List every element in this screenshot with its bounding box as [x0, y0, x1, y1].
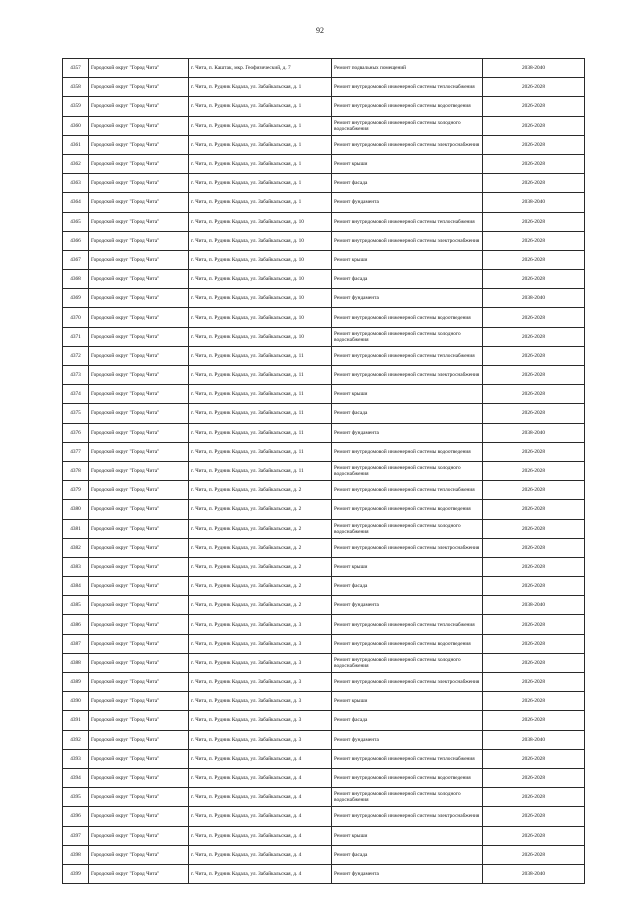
period-cell: 2026-2028: [483, 442, 585, 461]
period-cell: 2026-2028: [483, 653, 585, 672]
row-number-cell: 4388: [63, 653, 89, 672]
row-number-cell: 4366: [63, 231, 89, 250]
table-row: [63, 864, 585, 883]
period-cell: 2026-2028: [483, 577, 585, 596]
work-type-cell: Ремонт крыши: [332, 826, 483, 845]
district-cell: Городской округ "Город Чита": [89, 826, 189, 845]
row-number-cell: 4373: [63, 366, 89, 385]
table-row: [63, 653, 585, 672]
work-type-cell: Ремонт фасада: [332, 174, 483, 193]
district-cell: Городской округ "Город Чита": [89, 385, 189, 404]
period-cell: 2026-2028: [483, 749, 585, 768]
work-type-cell: Ремонт фасада: [332, 577, 483, 596]
district-cell: Городской округ "Город Чита": [89, 135, 189, 154]
address-cell: г. Чита, п. Рудник Кадала, ул. Забайкальская, д. 3: [189, 615, 332, 634]
row-number-cell: 4391: [63, 711, 89, 730]
address-cell: г. Чита, п. Рудник Кадала, ул. Забайкальская, д. 3: [189, 692, 332, 711]
district-cell: Городской округ "Город Чита": [89, 116, 189, 135]
table-row: [63, 385, 585, 404]
address-cell: г. Чита, п. Рудник Кадала, ул. Забайкальская, д. 11: [189, 346, 332, 365]
district-cell: Городской округ "Город Чита": [89, 692, 189, 711]
work-type-cell: Ремонт внутридомовой инженерной системы теплоснабжения: [332, 78, 483, 97]
row-number-cell: 4399: [63, 864, 89, 883]
work-type-cell: Ремонт фундамента: [332, 193, 483, 212]
period-cell: 2026-2028: [483, 154, 585, 173]
row-number-cell: 4364: [63, 193, 89, 212]
row-number-cell: 4389: [63, 673, 89, 692]
work-type-cell: Ремонт внутридомовой инженерной системы электроснабжения: [332, 366, 483, 385]
period-cell: 2026-2028: [483, 500, 585, 519]
table-row: [63, 673, 585, 692]
address-cell: г. Чита, п. Рудник Кадала, ул. Забайкальская, д. 2: [189, 519, 332, 538]
row-number-cell: 4380: [63, 500, 89, 519]
table-row: [63, 116, 585, 135]
row-number-cell: 4387: [63, 634, 89, 653]
period-cell: 2026-2028: [483, 845, 585, 864]
table-row: [63, 577, 585, 596]
table-row: [63, 250, 585, 269]
district-cell: Городской округ "Город Чита": [89, 768, 189, 787]
period-cell: 2026-2028: [483, 327, 585, 346]
table-row: [63, 327, 585, 346]
address-cell: г. Чита, п. Рудник Кадала, ул. Забайкальская, д. 1: [189, 97, 332, 116]
table-row: [63, 308, 585, 327]
address-cell: г. Чита, п. Рудник Кадала, ул. Забайкальская, д. 11: [189, 366, 332, 385]
address-cell: г. Чита, п. Рудник Кадала, ул. Забайкальская, д. 2: [189, 557, 332, 576]
table-row: [63, 692, 585, 711]
row-number-cell: 4398: [63, 845, 89, 864]
district-cell: Городской округ "Город Чита": [89, 250, 189, 269]
table-row: [63, 615, 585, 634]
table-row: [63, 711, 585, 730]
work-type-cell: Ремонт внутридомовой инженерной системы теплоснабжения: [332, 615, 483, 634]
work-type-cell: Ремонт внутридомовой инженерной системы холодного водоснабжения: [332, 788, 483, 807]
district-cell: Городской округ "Город Чита": [89, 807, 189, 826]
address-cell: г. Чита, п. Рудник Кадала, ул. Забайкальская, д. 1: [189, 116, 332, 135]
period-cell: 2026-2028: [483, 826, 585, 845]
work-type-cell: Ремонт фасада: [332, 845, 483, 864]
work-type-cell: Ремонт подвальных помещений: [332, 59, 483, 78]
table-row: [63, 174, 585, 193]
address-cell: г. Чита, п. Рудник Кадала, ул. Забайкальская, д. 2: [189, 577, 332, 596]
page-number: 92: [316, 26, 324, 35]
table-row: [63, 423, 585, 442]
work-type-cell: Ремонт внутридомовой инженерной системы водоотведения: [332, 634, 483, 653]
work-type-cell: Ремонт внутридомовой инженерной системы теплоснабжения: [332, 749, 483, 768]
row-number-cell: 4385: [63, 596, 89, 615]
address-cell: г. Чита, п. Рудник Кадала, ул. Забайкальская, д. 1: [189, 174, 332, 193]
period-cell: 2026-2028: [483, 557, 585, 576]
row-number-cell: 4381: [63, 519, 89, 538]
district-cell: Городской округ "Город Чита": [89, 711, 189, 730]
period-cell: 2038-2040: [483, 730, 585, 749]
row-number-cell: 4378: [63, 461, 89, 480]
address-cell: г. Чита, п. Рудник Кадала, ул. Забайкальская, д. 2: [189, 596, 332, 615]
district-cell: Городской округ "Город Чита": [89, 557, 189, 576]
district-cell: Городской округ "Город Чита": [89, 461, 189, 480]
district-cell: Городской округ "Город Чита": [89, 231, 189, 250]
period-cell: 2026-2028: [483, 385, 585, 404]
address-cell: г. Чита, п. Рудник Кадала, ул. Забайкальская, д. 3: [189, 711, 332, 730]
table-row: [63, 788, 585, 807]
row-number-cell: 4374: [63, 385, 89, 404]
table-row: [63, 500, 585, 519]
work-type-cell: Ремонт внутридомовой инженерной системы электроснабжения: [332, 538, 483, 557]
table-row: [63, 538, 585, 557]
table-row: [63, 845, 585, 864]
period-cell: 2026-2028: [483, 404, 585, 423]
work-type-cell: Ремонт внутридомовой инженерной системы холодного водоснабжения: [332, 461, 483, 480]
work-type-cell: Ремонт внутридомовой инженерной системы водоотведения: [332, 500, 483, 519]
address-cell: г. Чита, п. Рудник Кадала, ул. Забайкальская, д. 10: [189, 289, 332, 308]
period-cell: 2026-2028: [483, 673, 585, 692]
period-cell: 2026-2028: [483, 692, 585, 711]
table-row: [63, 346, 585, 365]
row-number-cell: 4377: [63, 442, 89, 461]
row-number-cell: 4357: [63, 59, 89, 78]
period-cell: 2038-2040: [483, 59, 585, 78]
district-cell: Городской округ "Город Чита": [89, 346, 189, 365]
address-cell: г. Чита, п. Рудник Кадала, ул. Забайкальская, д. 4: [189, 826, 332, 845]
period-cell: 2026-2028: [483, 481, 585, 500]
address-cell: г. Чита, п. Рудник Кадала, ул. Забайкальская, д. 1: [189, 154, 332, 173]
table-row: [63, 442, 585, 461]
table-row: [63, 212, 585, 231]
row-number-cell: 4396: [63, 807, 89, 826]
work-type-cell: Ремонт внутридомовой инженерной системы водоотведения: [332, 97, 483, 116]
row-number-cell: 4360: [63, 116, 89, 135]
work-type-cell: Ремонт фасада: [332, 711, 483, 730]
district-cell: Городской округ "Город Чита": [89, 788, 189, 807]
address-cell: г. Чита, п. Рудник Кадала, ул. Забайкальская, д. 4: [189, 749, 332, 768]
period-cell: 2026-2028: [483, 634, 585, 653]
address-cell: г. Чита, п. Рудник Кадала, ул. Забайкальская, д. 1: [189, 78, 332, 97]
address-cell: г. Чита, п. Рудник Кадала, ул. Забайкальская, д. 11: [189, 385, 332, 404]
row-number-cell: 4394: [63, 768, 89, 787]
address-cell: г. Чита, п. Рудник Кадала, ул. Забайкальская, д. 2: [189, 538, 332, 557]
row-number-cell: 4383: [63, 557, 89, 576]
period-cell: 2026-2028: [483, 519, 585, 538]
address-cell: г. Чита, п. Рудник Кадала, ул. Забайкальская, д. 2: [189, 481, 332, 500]
period-cell: 2026-2028: [483, 615, 585, 634]
table-row: [63, 461, 585, 480]
period-cell: 2026-2028: [483, 270, 585, 289]
address-cell: г. Чита, п. Рудник Кадала, ул. Забайкальская, д. 4: [189, 768, 332, 787]
row-number-cell: 4370: [63, 308, 89, 327]
district-cell: Городской округ "Город Чита": [89, 327, 189, 346]
district-cell: Городской округ "Город Чита": [89, 366, 189, 385]
period-cell: 2026-2028: [483, 768, 585, 787]
work-type-cell: Ремонт внутридомовой инженерной системы электроснабжения: [332, 673, 483, 692]
work-type-cell: Ремонт фундамента: [332, 423, 483, 442]
row-number-cell: 4367: [63, 250, 89, 269]
period-cell: 2026-2028: [483, 807, 585, 826]
table-row: [63, 193, 585, 212]
work-type-cell: Ремонт фундамента: [332, 289, 483, 308]
address-cell: г. Чита, п. Рудник Кадала, ул. Забайкальская, д. 1: [189, 135, 332, 154]
row-number-cell: 4371: [63, 327, 89, 346]
address-cell: г. Чита, п. Рудник Кадала, ул. Забайкальская, д. 10: [189, 308, 332, 327]
address-cell: г. Чита, п. Рудник Кадала, ул. Забайкальская, д. 4: [189, 788, 332, 807]
table-body: [63, 59, 585, 884]
row-number-cell: 4361: [63, 135, 89, 154]
address-cell: г. Чита, п. Рудник Кадала, ул. Забайкальская, д. 3: [189, 634, 332, 653]
period-cell: 2038-2040: [483, 596, 585, 615]
address-cell: г. Чита, п. Рудник Кадала, ул. Забайкальская, д. 11: [189, 423, 332, 442]
period-cell: 2038-2040: [483, 289, 585, 308]
work-type-cell: Ремонт внутридомовой инженерной системы теплоснабжения: [332, 481, 483, 500]
address-cell: г. Чита, п. Рудник Кадала, ул. Забайкальская, д. 4: [189, 864, 332, 883]
work-type-cell: Ремонт внутридомовой инженерной системы холодного водоснабжения: [332, 327, 483, 346]
period-cell: 2026-2028: [483, 174, 585, 193]
table-row: [63, 270, 585, 289]
period-cell: 2026-2028: [483, 366, 585, 385]
district-cell: Городской округ "Город Чита": [89, 78, 189, 97]
row-number-cell: 4379: [63, 481, 89, 500]
row-number-cell: 4363: [63, 174, 89, 193]
work-type-cell: Ремонт внутридомовой инженерной системы теплоснабжения: [332, 346, 483, 365]
district-cell: Городской округ "Город Чита": [89, 500, 189, 519]
table-row: [63, 59, 585, 78]
table-row: [63, 404, 585, 423]
row-number-cell: 4390: [63, 692, 89, 711]
period-cell: 2026-2028: [483, 788, 585, 807]
district-cell: Городской округ "Город Чита": [89, 673, 189, 692]
work-type-cell: Ремонт внутридомовой инженерной системы холодного водоснабжения: [332, 519, 483, 538]
district-cell: Городской округ "Город Чита": [89, 864, 189, 883]
district-cell: Городской округ "Город Чита": [89, 59, 189, 78]
work-type-cell: Ремонт крыши: [332, 692, 483, 711]
period-cell: 2026-2028: [483, 346, 585, 365]
table-row: [63, 826, 585, 845]
repair-register-table: [62, 58, 585, 884]
work-type-cell: Ремонт фундамента: [332, 730, 483, 749]
district-cell: Городской округ "Город Чита": [89, 97, 189, 116]
period-cell: 2026-2028: [483, 78, 585, 97]
row-number-cell: 4393: [63, 749, 89, 768]
period-cell: 2026-2028: [483, 250, 585, 269]
work-type-cell: Ремонт фундамента: [332, 864, 483, 883]
district-cell: Городской округ "Город Чита": [89, 481, 189, 500]
address-cell: г. Чита, п. Каштак, мкр. Геофизический, д. 7: [189, 59, 332, 78]
table-row: [63, 135, 585, 154]
period-cell: 2026-2028: [483, 308, 585, 327]
address-cell: г. Чита, п. Рудник Кадала, ул. Забайкальская, д. 4: [189, 845, 332, 864]
table-row: [63, 807, 585, 826]
period-cell: 2026-2028: [483, 212, 585, 231]
district-cell: Городской округ "Город Чита": [89, 519, 189, 538]
work-type-cell: Ремонт внутридомовой инженерной системы водоотведения: [332, 768, 483, 787]
row-number-cell: 4369: [63, 289, 89, 308]
table-row: [63, 289, 585, 308]
work-type-cell: Ремонт фасада: [332, 270, 483, 289]
row-number-cell: 4375: [63, 404, 89, 423]
row-number-cell: 4362: [63, 154, 89, 173]
address-cell: г. Чита, п. Рудник Кадала, ул. Забайкальская, д. 4: [189, 807, 332, 826]
table-row: [63, 557, 585, 576]
row-number-cell: 4368: [63, 270, 89, 289]
district-cell: Городской округ "Город Чита": [89, 308, 189, 327]
period-cell: 2038-2040: [483, 864, 585, 883]
period-cell: 2026-2028: [483, 135, 585, 154]
district-cell: Городской округ "Город Чита": [89, 174, 189, 193]
row-number-cell: 4359: [63, 97, 89, 116]
table-row: [63, 154, 585, 173]
table-row: [63, 749, 585, 768]
work-type-cell: Ремонт крыши: [332, 385, 483, 404]
table-row: [63, 730, 585, 749]
row-number-cell: 4392: [63, 730, 89, 749]
period-cell: 2026-2028: [483, 461, 585, 480]
address-cell: г. Чита, п. Рудник Кадала, ул. Забайкальская, д. 10: [189, 212, 332, 231]
work-type-cell: Ремонт внутридомовой инженерной системы холодного водоснабжения: [332, 653, 483, 672]
district-cell: Городской округ "Город Чита": [89, 538, 189, 557]
work-type-cell: Ремонт внутридомовой инженерной системы водоотведения: [332, 308, 483, 327]
row-number-cell: 4376: [63, 423, 89, 442]
address-cell: г. Чита, п. Рудник Кадала, ул. Забайкальская, д. 11: [189, 442, 332, 461]
period-cell: 2026-2028: [483, 116, 585, 135]
address-cell: г. Чита, п. Рудник Кадала, ул. Забайкальская, д. 11: [189, 404, 332, 423]
period-cell: 2026-2028: [483, 711, 585, 730]
address-cell: г. Чита, п. Рудник Кадала, ул. Забайкальская, д. 10: [189, 250, 332, 269]
address-cell: г. Чита, п. Рудник Кадала, ул. Забайкальская, д. 2: [189, 500, 332, 519]
district-cell: Городской округ "Город Чита": [89, 615, 189, 634]
table-row: [63, 634, 585, 653]
address-cell: г. Чита, п. Рудник Кадала, ул. Забайкальская, д. 10: [189, 270, 332, 289]
period-cell: 2038-2040: [483, 423, 585, 442]
work-type-cell: Ремонт крыши: [332, 557, 483, 576]
district-cell: Городской округ "Город Чита": [89, 212, 189, 231]
table-row: [63, 366, 585, 385]
table-row: [63, 97, 585, 116]
district-cell: Городской округ "Город Чита": [89, 404, 189, 423]
work-type-cell: Ремонт внутридомовой инженерной системы теплоснабжения: [332, 212, 483, 231]
period-cell: 2038-2040: [483, 193, 585, 212]
district-cell: Городской округ "Город Чита": [89, 845, 189, 864]
address-cell: г. Чита, п. Рудник Кадала, ул. Забайкальская, д. 3: [189, 653, 332, 672]
table-row: [63, 78, 585, 97]
district-cell: Городской округ "Город Чита": [89, 270, 189, 289]
district-cell: Городской округ "Город Чита": [89, 193, 189, 212]
work-type-cell: Ремонт внутридомовой инженерной системы электроснабжения: [332, 135, 483, 154]
table-row: [63, 596, 585, 615]
row-number-cell: 4397: [63, 826, 89, 845]
table-row: [63, 768, 585, 787]
address-cell: г. Чита, п. Рудник Кадала, ул. Забайкальская, д. 10: [189, 231, 332, 250]
table-row: [63, 231, 585, 250]
period-cell: 2026-2028: [483, 231, 585, 250]
district-cell: Городской округ "Город Чита": [89, 289, 189, 308]
work-type-cell: Ремонт внутридомовой инженерной системы водоотведения: [332, 442, 483, 461]
row-number-cell: 4365: [63, 212, 89, 231]
district-cell: Городской округ "Город Чита": [89, 730, 189, 749]
district-cell: Городской округ "Город Чита": [89, 423, 189, 442]
row-number-cell: 4382: [63, 538, 89, 557]
row-number-cell: 4384: [63, 577, 89, 596]
address-cell: г. Чита, п. Рудник Кадала, ул. Забайкальская, д. 3: [189, 730, 332, 749]
work-type-cell: Ремонт фундамента: [332, 596, 483, 615]
period-cell: 2026-2028: [483, 97, 585, 116]
row-number-cell: 4358: [63, 78, 89, 97]
work-type-cell: Ремонт крыши: [332, 250, 483, 269]
address-cell: г. Чита, п. Рудник Кадала, ул. Забайкальская, д. 10: [189, 327, 332, 346]
address-cell: г. Чита, п. Рудник Кадала, ул. Забайкальская, д. 1: [189, 193, 332, 212]
district-cell: Городской округ "Город Чита": [89, 577, 189, 596]
work-type-cell: Ремонт фасада: [332, 404, 483, 423]
district-cell: Городской округ "Город Чита": [89, 596, 189, 615]
district-cell: Городской округ "Город Чита": [89, 653, 189, 672]
row-number-cell: 4372: [63, 346, 89, 365]
work-type-cell: Ремонт внутридомовой инженерной системы холодного водоснабжения: [332, 116, 483, 135]
address-cell: г. Чита, п. Рудник Кадала, ул. Забайкальская, д. 3: [189, 673, 332, 692]
work-type-cell: Ремонт внутридомовой инженерной системы электроснабжения: [332, 231, 483, 250]
work-type-cell: Ремонт крыши: [332, 154, 483, 173]
district-cell: Городской округ "Город Чита": [89, 442, 189, 461]
table-row: [63, 519, 585, 538]
row-number-cell: 4395: [63, 788, 89, 807]
district-cell: Городской округ "Город Чита": [89, 634, 189, 653]
table-row: [63, 481, 585, 500]
work-type-cell: Ремонт внутридомовой инженерной системы электроснабжения: [332, 807, 483, 826]
row-number-cell: 4386: [63, 615, 89, 634]
address-cell: г. Чита, п. Рудник Кадала, ул. Забайкальская, д. 11: [189, 461, 332, 480]
district-cell: Городской округ "Город Чита": [89, 749, 189, 768]
period-cell: 2026-2028: [483, 538, 585, 557]
district-cell: Городской округ "Город Чита": [89, 154, 189, 173]
